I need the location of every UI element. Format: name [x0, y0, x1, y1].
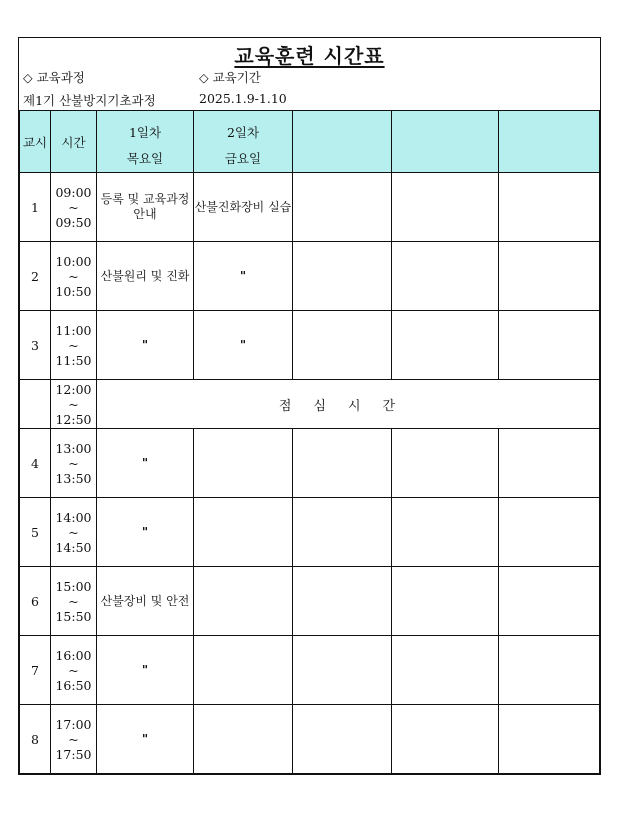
day1-session: 등록 및 교육과정 안내: [97, 173, 194, 242]
document-title: 교육훈련 시간표: [234, 44, 385, 68]
empty-cell: [293, 242, 392, 311]
period-number: 5: [20, 498, 51, 567]
time-separator: ~: [68, 593, 79, 609]
time-range: [51, 429, 97, 498]
time-separator: ~: [68, 731, 79, 747]
time-separator: ~: [68, 337, 79, 353]
empty-header: [392, 111, 499, 173]
time-separator: ~: [68, 396, 79, 412]
day1-session: ": [97, 429, 194, 498]
header-row: [20, 111, 600, 173]
day1-session: 산불장비 및 안전: [97, 567, 194, 636]
day1-header: [97, 111, 194, 173]
lunch-row: [20, 380, 600, 429]
day2-weekday: 금요일: [224, 151, 262, 166]
empty-header: [293, 111, 392, 173]
empty-cell: [499, 242, 600, 311]
time-range: [51, 173, 97, 242]
day1-session: 산불원리 및 진화: [97, 242, 194, 311]
empty-cell: [499, 498, 600, 567]
empty-cell: [293, 567, 392, 636]
empty-cell: [499, 705, 600, 774]
empty-cell: [499, 173, 600, 242]
empty-cell: [392, 636, 499, 705]
start-time: 10:00: [55, 253, 92, 269]
end-time: 16:50: [55, 677, 92, 693]
timetable: [19, 110, 600, 774]
table-row: [20, 173, 600, 242]
end-time: 11:50: [55, 352, 92, 368]
empty-cell: [392, 498, 499, 567]
time-separator: ~: [68, 455, 79, 471]
start-time: 09:00: [55, 184, 92, 200]
empty-cell: [293, 636, 392, 705]
time-separator: ~: [68, 524, 79, 540]
end-time: 10:50: [55, 283, 92, 299]
day2-session: [194, 498, 293, 567]
empty-cell: [392, 242, 499, 311]
start-time: 13:00: [55, 440, 92, 456]
table-row: [20, 311, 600, 380]
empty-cell: [293, 311, 392, 380]
end-time: 17:50: [55, 746, 92, 762]
time-range: [51, 567, 97, 636]
period-number: 3: [20, 311, 51, 380]
period-number: 8: [20, 705, 51, 774]
day2-session: ": [194, 242, 293, 311]
end-time: 13:50: [55, 470, 92, 486]
empty-cell: [293, 705, 392, 774]
timetable-frame: [18, 37, 601, 775]
empty-header: [499, 111, 600, 173]
day1-session: ": [97, 498, 194, 567]
day2-session: ": [194, 311, 293, 380]
time-separator: ~: [68, 662, 79, 678]
start-time: 12:00: [55, 381, 92, 397]
empty-cell: [499, 311, 600, 380]
period-number: 7: [20, 636, 51, 705]
time-range: [51, 498, 97, 567]
day1-session: ": [97, 636, 194, 705]
empty-cell: [499, 636, 600, 705]
course-name: 제1기 산불방지기초과정: [23, 93, 156, 108]
start-time: 16:00: [55, 647, 92, 663]
start-time: 11:00: [55, 322, 92, 338]
start-time: 15:00: [55, 578, 92, 594]
day2-header: [194, 111, 293, 173]
empty-cell: [392, 311, 499, 380]
table-row: [20, 429, 600, 498]
start-time: 17:00: [55, 716, 92, 732]
period-header: 교시: [20, 111, 51, 173]
day2-session: 산불진화장비 실습: [194, 173, 293, 242]
day2-session: [194, 567, 293, 636]
course-label: ◇ 교육과정: [23, 70, 85, 85]
day2-number: 2일차: [226, 125, 260, 140]
empty-cell: [392, 705, 499, 774]
end-time: 09:50: [55, 214, 92, 230]
time-range: [51, 705, 97, 774]
table-row: [20, 567, 600, 636]
day1-weekday: 목요일: [126, 151, 164, 166]
time-range: [51, 380, 97, 429]
lunch-cell: [97, 380, 600, 429]
empty-cell: [293, 429, 392, 498]
start-time: 14:00: [55, 509, 92, 525]
end-time: 14:50: [55, 539, 92, 555]
training-period: 2025.1.9-1.10: [199, 91, 287, 106]
time-separator: ~: [68, 268, 79, 284]
empty-cell: [392, 173, 499, 242]
period-number: 2: [20, 242, 51, 311]
table-row: [20, 636, 600, 705]
day2-session: [194, 705, 293, 774]
time-range: [51, 242, 97, 311]
empty-cell: [392, 429, 499, 498]
day2-session: [194, 636, 293, 705]
time-range: [51, 636, 97, 705]
day1-session: ": [97, 705, 194, 774]
lunch-label: 점심시간: [278, 398, 418, 414]
period-number: 6: [20, 567, 51, 636]
period-label: ◇ 교육기간: [199, 70, 261, 85]
empty-cell: [293, 498, 392, 567]
empty-cell: [499, 429, 600, 498]
table-row: [20, 498, 600, 567]
period-number: 4: [20, 429, 51, 498]
empty-cell: [392, 567, 499, 636]
period-number: 1: [20, 173, 51, 242]
time-header: 시간: [51, 111, 97, 173]
day2-session: [194, 429, 293, 498]
empty-cell: [293, 173, 392, 242]
end-time: 12:50: [55, 411, 92, 427]
period-number: [20, 380, 51, 429]
day1-session: ": [97, 311, 194, 380]
time-range: [51, 311, 97, 380]
time-separator: ~: [68, 199, 79, 215]
table-row: [20, 705, 600, 774]
table-row: [20, 242, 600, 311]
day1-number: 1일차: [128, 125, 162, 140]
empty-cell: [499, 567, 600, 636]
end-time: 15:50: [55, 608, 92, 624]
timetable-body: [20, 173, 600, 774]
